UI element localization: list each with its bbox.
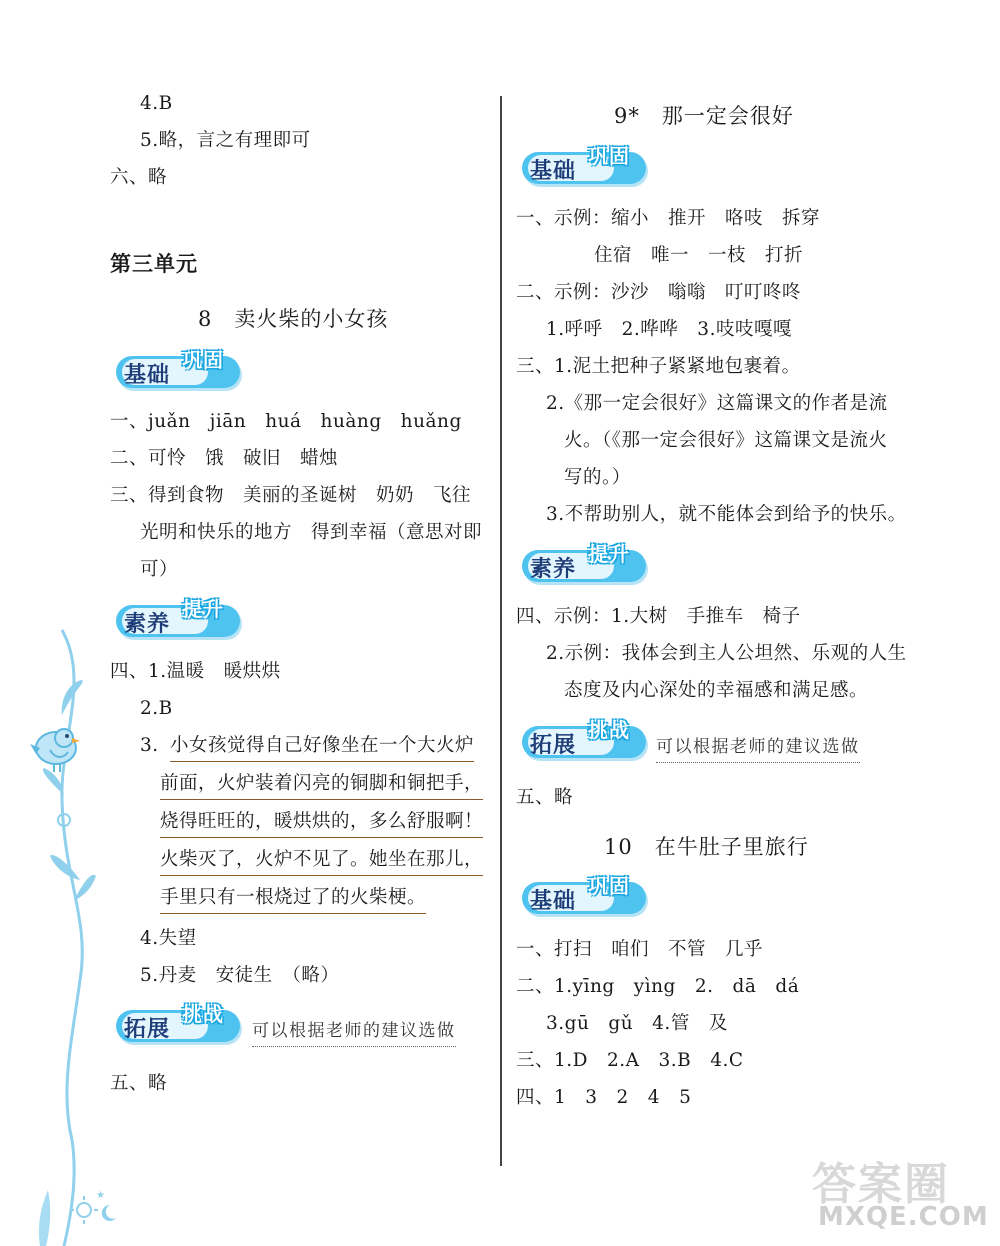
badge-tuozhan-tiaozhan bbox=[114, 1000, 244, 1046]
answer-line: 5.略，言之有理即可 bbox=[140, 130, 311, 151]
moon-icon bbox=[102, 1205, 116, 1221]
answer-line: 态度及内心深处的幸福感和满足感。 bbox=[564, 680, 869, 701]
lesson-title: 8 卖火柴的小女孩 bbox=[198, 307, 389, 331]
answer-line: 4.失望 bbox=[140, 928, 197, 949]
underlined-answer: 火柴灭了，火炉不见了。她坐在那儿， bbox=[160, 848, 483, 876]
answer-line: 2.示例：我体会到主人公坦然、乐观的人生 bbox=[546, 643, 907, 664]
lesson-title: 10 在牛肚子里旅行 bbox=[604, 835, 809, 859]
vine-bird-decoration bbox=[0, 620, 130, 1246]
unit-title: 第三单元 bbox=[110, 252, 198, 276]
answer-line: 二、可怜 饿 破旧 蜡烛 bbox=[110, 448, 339, 469]
badge-main-text: 素养 bbox=[124, 612, 171, 637]
badge-jichu-gonggu bbox=[520, 142, 650, 188]
badge-suyang-tisheng bbox=[114, 595, 244, 641]
leaf-icon bbox=[43, 768, 64, 795]
answer-line: 住宿 唯一 一枝 打折 bbox=[594, 245, 804, 266]
underlined-answer: 小女孩觉得自己好像坐在一个大火炉 bbox=[170, 734, 474, 762]
answer-line: 四、示例：1.大树 手推车 椅子 bbox=[516, 606, 801, 627]
answer-line: 2.《那一定会很好》这篇课文的作者是流 bbox=[546, 393, 888, 414]
leaf-icon bbox=[50, 855, 80, 880]
answer-line: 三、1.D 2.A 3.B 4.C bbox=[516, 1050, 744, 1071]
answer-line: 光明和快乐的地方 得到幸福（意思对即 bbox=[140, 522, 483, 543]
answer-line: 六、略 bbox=[110, 167, 168, 188]
answer-line: 四、1 3 2 4 5 bbox=[516, 1087, 692, 1108]
badge-main-text: 基础 bbox=[124, 363, 171, 388]
badge-accent-text: 巩固 bbox=[182, 348, 224, 372]
sun-icon bbox=[70, 1196, 98, 1224]
bird-icon bbox=[30, 729, 80, 772]
optional-hint: 可以根据老师的建议选做 bbox=[656, 736, 860, 763]
badge-main-text: 素养 bbox=[530, 557, 577, 582]
answer-line: 一、juǎn jiān huá huàng huǎng bbox=[110, 411, 462, 432]
badge-main-text: 拓展 bbox=[124, 1017, 171, 1042]
badge-accent-text: 提升 bbox=[588, 542, 630, 566]
optional-hint: 可以根据老师的建议选做 bbox=[252, 1020, 456, 1047]
answer-line: 3.不帮助别人，就不能体会到给予的快乐。 bbox=[546, 504, 907, 525]
badge-accent-text: 挑战 bbox=[182, 1002, 224, 1026]
badge-main-text: 基础 bbox=[530, 889, 577, 914]
badge-main-text: 基础 bbox=[530, 159, 577, 184]
answer-line: 1.呼呼 2.哗哗 3.吱吱嘎嘎 bbox=[546, 319, 792, 340]
answer-line: 一、打扫 咱们 不管 几乎 bbox=[516, 939, 764, 960]
answer-line: 三、得到食物 美丽的圣诞树 奶奶 飞往 bbox=[110, 485, 472, 506]
underlined-answer: 前面，火炉装着闪亮的铜脚和铜把手， bbox=[160, 772, 483, 800]
badge-main-text: 拓展 bbox=[530, 733, 577, 758]
answer-line: 2.B bbox=[140, 698, 173, 719]
answer-line: 五、略 bbox=[516, 787, 574, 808]
answer-line: 写的。） bbox=[564, 467, 631, 488]
answer-line: 3.gū gǔ 4.管 及 bbox=[546, 1013, 728, 1034]
badge-accent-text: 巩固 bbox=[588, 144, 630, 168]
leaf-icon bbox=[39, 1190, 50, 1246]
badge-suyang-tisheng bbox=[520, 540, 650, 586]
underlined-answer: 烧得旺旺的，暖烘烘的，多么舒服啊！ bbox=[160, 810, 483, 838]
badge-jichu-gonggu bbox=[114, 346, 244, 392]
underlined-answer: 手里只有一根烧过了的火柴梗。 bbox=[160, 886, 426, 914]
watermark bbox=[812, 1148, 992, 1240]
answer-line: 三、1.泥土把种子紧紧地包裹着。 bbox=[516, 356, 801, 377]
badge-accent-text: 提升 bbox=[182, 597, 224, 621]
answer-line: 可） bbox=[140, 559, 179, 580]
badge-jichu-gonggu bbox=[520, 872, 650, 918]
answer-line: 火。（《那一定会很好》这篇课文是流火 bbox=[564, 430, 888, 451]
badge-accent-text: 巩固 bbox=[588, 874, 630, 898]
answer-line: 5.丹麦 安徒生 （略） bbox=[140, 965, 340, 986]
badge-tuozhan-tiaozhan bbox=[520, 716, 650, 762]
answer-line: 二、1.yīng yìng 2. dā dá bbox=[516, 976, 800, 997]
badge-accent-text: 挑战 bbox=[588, 718, 630, 742]
lesson-title: 9* 那一定会很好 bbox=[614, 104, 794, 128]
answer-line: 四、1.温暖 暖烘烘 bbox=[110, 661, 281, 682]
column-divider bbox=[500, 96, 502, 1166]
answer-line: 4.B bbox=[140, 93, 173, 114]
answer-line: 五、略 bbox=[110, 1073, 168, 1094]
answer-number: 3. bbox=[140, 735, 159, 756]
star-icon: ★ bbox=[96, 1190, 105, 1201]
answer-line: 一、示例：缩小 推开 咯吱 拆穿 bbox=[516, 208, 821, 229]
watermark-logo-text: 答案圈 bbox=[812, 1159, 950, 1210]
answer-line: 二、示例：沙沙 嗡嗡 叮叮咚咚 bbox=[516, 282, 802, 303]
watermark-url-text: MXQE.COM bbox=[818, 1202, 989, 1232]
